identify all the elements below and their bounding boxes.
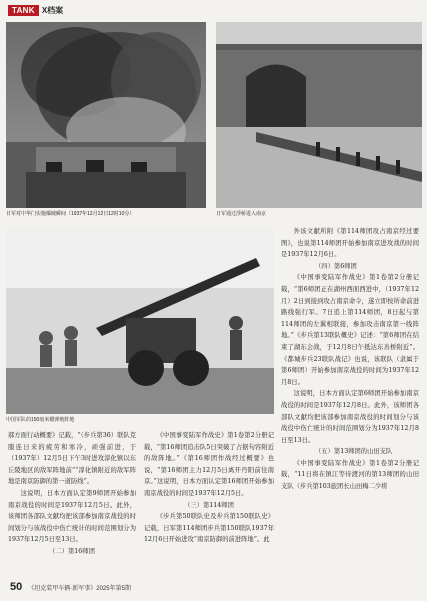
text-column-left (8, 430, 136, 570)
photo-gate-explosion (6, 22, 206, 208)
section-badge: TANK (8, 5, 39, 16)
text-column-right (281, 226, 419, 540)
photo-howitzer (6, 228, 274, 414)
page-footer (10, 581, 131, 593)
section-title: X档案 (41, 5, 64, 15)
paragraph: 这说明，日本方面认定第9师团开始参加南京战役的时间是1937年12月5日。此外，该师团各部队文献均把该部参加南京战役的时间划分与该战役中伤亡统计的时间范围划分为1937年12月5日至13日。 (8, 489, 136, 544)
photo-caption-bridge: 日军通过浮桥进入南京 (216, 211, 267, 217)
subheading: （二）第16师团 (49, 547, 95, 555)
paragraph: 《中国事变陆军作战史》第1卷第2分册记载，“第6师团正在湖州西面西进中，（1937年12月）2日到接到攻占南京命令，遂立即按所命前进路线强行军。7日追上第114师团，8日起与第114师团的左翼相联接，参加攻击南京第一线阵地。”《步兵第13联队概史》记述：“第6师团在结束了湖东会战，于12月8日午抵达东善桥附近”。《都城步兵23联队战记》也说，该联队（隶属于第6师团）开始参加南京战役的时间为1937年12月8日。 (281, 274, 419, 386)
magazine-header (8, 4, 63, 16)
photo-pontoon-bridge (216, 22, 422, 208)
photo-caption-howitzer: 中国军队的150毫米榴弹炮阵地 (6, 417, 75, 423)
photo-caption-gate: 日军对中华门实施爆破瞬间（1937年12月12日12时10分） (6, 211, 135, 217)
paragraph: 这说明，日本方面认定第6师团开始参加南京战役的时间是1937年12月8日。此外，该师团各部队文献均把该部参加南京战役的时间划分与该战役中伤亡统计的时间范围划分为1937年12月8日至13日。 (281, 390, 419, 444)
page-number: 50 (10, 581, 23, 593)
text-column-middle (144, 430, 274, 570)
paragraph: 外该文献所附《第114师团攻占南京经过要图》，也说第114师团开始参加南京进攻战的时间是1937年12月6日。 (281, 228, 419, 259)
paragraph: 郝方面行动概要》记载，“（步兵第36）联队克服连日来的疲劳和寒冷，顽强前进，于（1937年）12月5日下午3时进攻淳化镇以东丘陵地区的敌军阵地前”“淳化镇附近的敌军阵地是南京防御的第一道防线”。 (8, 432, 136, 486)
publication-name: 《坦克装甲车辆·新军事》2025年第5期 (28, 586, 131, 592)
paragraph: 《步兵第50联队史及步兵第150联队史》记载，日军第114师团步兵第150联队1937年12月6日开始进攻“南京防御的前进阵地”。此 (144, 513, 274, 544)
paragraph: 《中国事变陆军作战史》第1卷第2分册记载，“第16师团追击队5日突破了占据句容附近的敌阵地。”《第16师团作战经过概要》也说，“第16师团主力12月5日离开丹阳前往南京。”这说明，日本方面认定第16师团开始参加南京战役的时间是1937年12月5日。 (144, 432, 274, 497)
subheading: （三）第114师团 (184, 501, 234, 509)
subheading: （五）第13师团的山田支队 (315, 448, 393, 456)
subheading: （四）第6师团 (315, 262, 357, 270)
paragraph: 《中国事变陆军作战史》第1卷第2分册记载，“11日将在镇江等待渡河的第13师团的山田支队（步兵第103旅团长山田梅二少将 (281, 459, 419, 491)
